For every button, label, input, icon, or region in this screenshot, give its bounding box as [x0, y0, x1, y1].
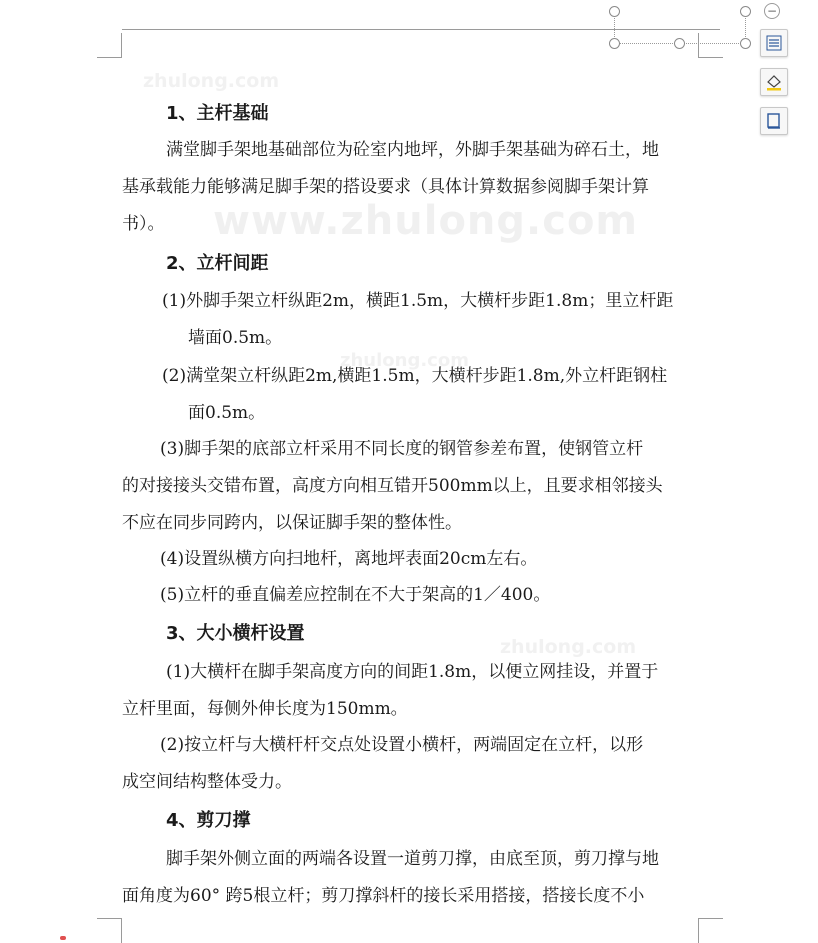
watermark: zhulong.com — [500, 636, 637, 658]
list-item-line: (4)设置纵横方向扫地杆，离地坪表面20cm左右。 — [160, 549, 538, 569]
margin-corner-top-left — [97, 33, 122, 58]
paragraph-line: 脚手架外侧立面的两端各设置一道剪刀撑，由底至顶，剪刀撑与地 — [166, 849, 659, 869]
list-item-line: (2)满堂架立杆纵距2m,横距1.5m，大横杆步距1.8m,外立杆距钢柱 — [162, 366, 668, 386]
resize-handle-bottom-middle[interactable] — [674, 38, 685, 49]
watermark: zhulong.com — [340, 350, 469, 371]
list-item-line: (5)立杆的垂直偏差应控制在不大于架高的1／400。 — [160, 585, 551, 605]
resize-handle-bottom-right[interactable] — [740, 38, 751, 49]
list-item-line: (1)外脚手架立杆纵距2m，横距1.5m，大横杆步距1.8m；里立杆距 — [162, 291, 674, 311]
section-heading: 1、主杆基础 — [166, 103, 269, 124]
list-item-line: (2)按立杆与大横杆杆交点处设置小横杆，两端固定在立杆，以形 — [160, 735, 644, 755]
margin-corner-bottom-right — [698, 918, 723, 943]
fill-shape-button[interactable] — [760, 68, 788, 96]
watermark: www.zhulong.com — [213, 198, 639, 244]
header-rule — [122, 29, 720, 30]
list-item-line: 墙面0.5m。 — [188, 328, 283, 348]
list-item-line: (3)脚手架的底部立杆采用不同长度的钢管参差布置，使钢管立杆 — [160, 439, 644, 459]
paragraph-line: 面角度为60° 跨5根立杆；剪刀撑斜杆的接长采用搭接，搭接长度不小 — [122, 886, 645, 906]
collapse-button[interactable]: − — [764, 3, 780, 19]
resize-handle-top-right[interactable] — [740, 6, 751, 17]
section-heading: 4、剪刀撑 — [166, 810, 251, 831]
frame-button[interactable] — [760, 107, 788, 135]
paragraph-line: 满堂脚手架地基础部位为砼室内地坪，外脚手架基础为碎石土，地 — [166, 140, 659, 160]
margin-corner-bottom-left — [97, 918, 122, 943]
margin-corner-top-right — [698, 33, 723, 58]
section-heading: 2、立杆间距 — [166, 253, 269, 274]
list-item-line: 不应在同步同跨内，以保证脚手架的整体性。 — [122, 513, 462, 533]
list-item-line: (1)大横杆在脚手架高度方向的间距1.8m，以便立网挂设，并置于 — [166, 662, 659, 682]
red-marker — [60, 936, 66, 940]
list-item-line: 的对接接头交错布置，高度方向相互错开500mm以上，且要求相邻接头 — [122, 476, 663, 496]
layout-options-button[interactable] — [760, 29, 788, 57]
paragraph-line: 基承载能力能够满足脚手架的搭设要求（具体计算数据参阅脚手架计算 — [122, 177, 649, 197]
paragraph-line: 书）。 — [122, 214, 165, 234]
resize-handle-bottom-left[interactable] — [609, 38, 620, 49]
watermark: zhulong.com — [143, 70, 280, 92]
resize-handle-top-left[interactable] — [609, 6, 620, 17]
list-item-line: 成空间结构整体受力。 — [122, 772, 292, 792]
section-heading: 3、大小横杆设置 — [166, 623, 305, 644]
list-item-line: 立杆里面，每侧外伸长度为150mm。 — [122, 699, 408, 719]
list-item-line: 面0.5m。 — [188, 403, 266, 423]
